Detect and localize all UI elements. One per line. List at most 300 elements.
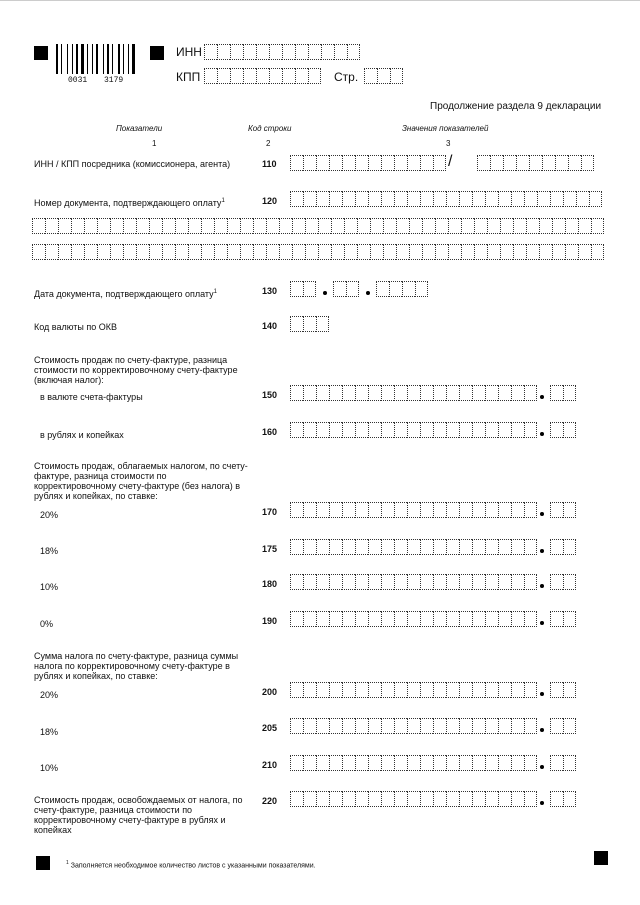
char-cell[interactable]: [342, 791, 355, 807]
char-cell[interactable]: [329, 611, 342, 627]
char-cell[interactable]: [524, 539, 537, 555]
char-cell[interactable]: [292, 244, 305, 260]
char-cell[interactable]: [290, 682, 303, 698]
row-205-amount-input[interactable]: [290, 718, 537, 734]
char-cell[interactable]: [355, 755, 368, 771]
char-cell[interactable]: [589, 191, 602, 207]
char-cell[interactable]: [578, 244, 591, 260]
char-cell[interactable]: [162, 244, 175, 260]
char-cell[interactable]: [329, 718, 342, 734]
char-cell[interactable]: [32, 218, 45, 234]
char-cell[interactable]: [472, 539, 485, 555]
char-cell[interactable]: [368, 155, 381, 171]
char-cell[interactable]: [329, 191, 342, 207]
char-cell[interactable]: [524, 611, 537, 627]
char-cell[interactable]: [368, 718, 381, 734]
char-cell[interactable]: [316, 755, 329, 771]
char-cell[interactable]: [136, 218, 149, 234]
char-cell[interactable]: [355, 611, 368, 627]
row-190-cents-input[interactable]: [550, 611, 576, 627]
char-cell[interactable]: [316, 611, 329, 627]
char-cell[interactable]: [303, 718, 316, 734]
char-cell[interactable]: [316, 422, 329, 438]
char-cell[interactable]: [342, 502, 355, 518]
char-cell[interactable]: [316, 502, 329, 518]
char-cell[interactable]: [550, 791, 563, 807]
char-cell[interactable]: [175, 218, 188, 234]
char-cell[interactable]: [433, 791, 446, 807]
char-cell[interactable]: [303, 191, 316, 207]
char-cell[interactable]: [97, 218, 110, 234]
char-cell[interactable]: [550, 718, 563, 734]
row-160-cents-input[interactable]: [550, 422, 576, 438]
char-cell[interactable]: [511, 191, 524, 207]
char-cell[interactable]: [485, 574, 498, 590]
char-cell[interactable]: [269, 44, 282, 60]
char-cell[interactable]: [329, 385, 342, 401]
char-cell[interactable]: [394, 682, 407, 698]
char-cell[interactable]: [303, 281, 316, 297]
char-cell[interactable]: [342, 682, 355, 698]
char-cell[interactable]: [420, 682, 433, 698]
char-cell[interactable]: [524, 574, 537, 590]
char-cell[interactable]: [394, 791, 407, 807]
char-cell[interactable]: [355, 191, 368, 207]
char-cell[interactable]: [472, 191, 485, 207]
char-cell[interactable]: [563, 574, 576, 590]
char-cell[interactable]: [290, 791, 303, 807]
char-cell[interactable]: [381, 191, 394, 207]
char-cell[interactable]: [303, 155, 316, 171]
char-cell[interactable]: [331, 244, 344, 260]
row-110-inn-input[interactable]: [290, 155, 446, 171]
char-cell[interactable]: [316, 539, 329, 555]
char-cell[interactable]: [459, 191, 472, 207]
char-cell[interactable]: [45, 218, 58, 234]
char-cell[interactable]: [485, 718, 498, 734]
char-cell[interactable]: [563, 791, 576, 807]
char-cell[interactable]: [498, 385, 511, 401]
char-cell[interactable]: [446, 502, 459, 518]
char-cell[interactable]: [446, 574, 459, 590]
char-cell[interactable]: [485, 791, 498, 807]
char-cell[interactable]: [389, 281, 402, 297]
char-cell[interactable]: [32, 244, 45, 260]
char-cell[interactable]: [355, 422, 368, 438]
char-cell[interactable]: [381, 574, 394, 590]
char-cell[interactable]: [290, 539, 303, 555]
char-cell[interactable]: [524, 385, 537, 401]
char-cell[interactable]: [407, 422, 420, 438]
char-cell[interactable]: [364, 68, 377, 84]
char-cell[interactable]: [303, 539, 316, 555]
char-cell[interactable]: [342, 155, 355, 171]
char-cell[interactable]: [472, 574, 485, 590]
char-cell[interactable]: [550, 502, 563, 518]
page-number-input[interactable]: [364, 68, 403, 84]
char-cell[interactable]: [201, 218, 214, 234]
char-cell[interactable]: [290, 422, 303, 438]
char-cell[interactable]: [394, 502, 407, 518]
char-cell[interactable]: [290, 755, 303, 771]
char-cell[interactable]: [409, 244, 422, 260]
char-cell[interactable]: [240, 244, 253, 260]
char-cell[interactable]: [407, 611, 420, 627]
char-cell[interactable]: [316, 791, 329, 807]
char-cell[interactable]: [563, 755, 576, 771]
char-cell[interactable]: [331, 218, 344, 234]
char-cell[interactable]: [342, 385, 355, 401]
char-cell[interactable]: [581, 155, 594, 171]
char-cell[interactable]: [394, 422, 407, 438]
char-cell[interactable]: [381, 611, 394, 627]
char-cell[interactable]: [290, 574, 303, 590]
char-cell[interactable]: [368, 385, 381, 401]
char-cell[interactable]: [433, 422, 446, 438]
char-cell[interactable]: [524, 755, 537, 771]
row-200-amount-input[interactable]: [290, 682, 537, 698]
char-cell[interactable]: [110, 218, 123, 234]
char-cell[interactable]: [448, 218, 461, 234]
char-cell[interactable]: [420, 755, 433, 771]
char-cell[interactable]: [329, 422, 342, 438]
row-120-input-line-2[interactable]: [32, 218, 604, 234]
char-cell[interactable]: [342, 422, 355, 438]
char-cell[interactable]: [303, 791, 316, 807]
char-cell[interactable]: [333, 281, 346, 297]
char-cell[interactable]: [422, 244, 435, 260]
char-cell[interactable]: [422, 218, 435, 234]
char-cell[interactable]: [355, 718, 368, 734]
char-cell[interactable]: [381, 155, 394, 171]
char-cell[interactable]: [376, 281, 389, 297]
char-cell[interactable]: [394, 191, 407, 207]
char-cell[interactable]: [420, 155, 433, 171]
char-cell[interactable]: [433, 574, 446, 590]
char-cell[interactable]: [266, 244, 279, 260]
char-cell[interactable]: [316, 682, 329, 698]
char-cell[interactable]: [498, 574, 511, 590]
char-cell[interactable]: [485, 191, 498, 207]
char-cell[interactable]: [524, 502, 537, 518]
char-cell[interactable]: [524, 191, 537, 207]
char-cell[interactable]: [446, 718, 459, 734]
char-cell[interactable]: [383, 244, 396, 260]
char-cell[interactable]: [485, 385, 498, 401]
char-cell[interactable]: [498, 755, 511, 771]
char-cell[interactable]: [526, 218, 539, 234]
char-cell[interactable]: [472, 611, 485, 627]
char-cell[interactable]: [303, 422, 316, 438]
char-cell[interactable]: [201, 244, 214, 260]
char-cell[interactable]: [188, 244, 201, 260]
char-cell[interactable]: [542, 155, 555, 171]
row-160-amount-input[interactable]: [290, 422, 537, 438]
char-cell[interactable]: [321, 44, 334, 60]
char-cell[interactable]: [253, 244, 266, 260]
char-cell[interactable]: [329, 755, 342, 771]
char-cell[interactable]: [446, 611, 459, 627]
char-cell[interactable]: [459, 574, 472, 590]
char-cell[interactable]: [214, 244, 227, 260]
char-cell[interactable]: [290, 281, 303, 297]
char-cell[interactable]: [524, 422, 537, 438]
char-cell[interactable]: [537, 191, 550, 207]
char-cell[interactable]: [377, 68, 390, 84]
char-cell[interactable]: [316, 316, 329, 332]
char-cell[interactable]: [498, 611, 511, 627]
row-130-day-input[interactable]: [290, 281, 316, 297]
char-cell[interactable]: [407, 791, 420, 807]
row-130-month-input[interactable]: [333, 281, 359, 297]
char-cell[interactable]: [563, 502, 576, 518]
char-cell[interactable]: [563, 191, 576, 207]
char-cell[interactable]: [394, 574, 407, 590]
char-cell[interactable]: [381, 755, 394, 771]
char-cell[interactable]: [71, 244, 84, 260]
char-cell[interactable]: [318, 244, 331, 260]
char-cell[interactable]: [420, 718, 433, 734]
char-cell[interactable]: [396, 218, 409, 234]
char-cell[interactable]: [433, 682, 446, 698]
char-cell[interactable]: [305, 218, 318, 234]
char-cell[interactable]: [217, 44, 230, 60]
row-170-cents-input[interactable]: [550, 502, 576, 518]
char-cell[interactable]: [149, 244, 162, 260]
row-120-input-line-1[interactable]: [290, 191, 602, 207]
char-cell[interactable]: [550, 422, 563, 438]
char-cell[interactable]: [485, 682, 498, 698]
char-cell[interactable]: [550, 755, 563, 771]
char-cell[interactable]: [292, 218, 305, 234]
char-cell[interactable]: [511, 422, 524, 438]
char-cell[interactable]: [383, 218, 396, 234]
char-cell[interactable]: [290, 155, 303, 171]
char-cell[interactable]: [381, 539, 394, 555]
char-cell[interactable]: [97, 244, 110, 260]
char-cell[interactable]: [472, 385, 485, 401]
char-cell[interactable]: [472, 682, 485, 698]
char-cell[interactable]: [459, 718, 472, 734]
char-cell[interactable]: [355, 682, 368, 698]
char-cell[interactable]: [459, 385, 472, 401]
char-cell[interactable]: [433, 755, 446, 771]
char-cell[interactable]: [498, 422, 511, 438]
char-cell[interactable]: [407, 574, 420, 590]
char-cell[interactable]: [316, 574, 329, 590]
char-cell[interactable]: [407, 385, 420, 401]
char-cell[interactable]: [123, 218, 136, 234]
char-cell[interactable]: [503, 155, 516, 171]
char-cell[interactable]: [513, 218, 526, 234]
char-cell[interactable]: [461, 244, 474, 260]
char-cell[interactable]: [217, 68, 230, 84]
row-205-cents-input[interactable]: [550, 718, 576, 734]
char-cell[interactable]: [420, 422, 433, 438]
char-cell[interactable]: [539, 218, 552, 234]
char-cell[interactable]: [498, 682, 511, 698]
char-cell[interactable]: [407, 718, 420, 734]
char-cell[interactable]: [407, 755, 420, 771]
char-cell[interactable]: [308, 44, 321, 60]
char-cell[interactable]: [368, 574, 381, 590]
char-cell[interactable]: [381, 385, 394, 401]
char-cell[interactable]: [563, 385, 576, 401]
char-cell[interactable]: [446, 791, 459, 807]
char-cell[interactable]: [485, 539, 498, 555]
row-175-amount-input[interactable]: [290, 539, 537, 555]
char-cell[interactable]: [290, 191, 303, 207]
char-cell[interactable]: [550, 682, 563, 698]
char-cell[interactable]: [256, 44, 269, 60]
row-140-currency-input[interactable]: [290, 316, 329, 332]
inn-input[interactable]: [204, 44, 360, 60]
char-cell[interactable]: [550, 611, 563, 627]
char-cell[interactable]: [303, 385, 316, 401]
char-cell[interactable]: [402, 281, 415, 297]
char-cell[interactable]: [282, 68, 295, 84]
char-cell[interactable]: [71, 218, 84, 234]
char-cell[interactable]: [407, 502, 420, 518]
char-cell[interactable]: [329, 539, 342, 555]
char-cell[interactable]: [498, 791, 511, 807]
char-cell[interactable]: [279, 244, 292, 260]
char-cell[interactable]: [459, 791, 472, 807]
row-210-amount-input[interactable]: [290, 755, 537, 771]
char-cell[interactable]: [303, 755, 316, 771]
row-220-amount-input[interactable]: [290, 791, 537, 807]
char-cell[interactable]: [513, 244, 526, 260]
char-cell[interactable]: [381, 422, 394, 438]
row-120-input-line-3[interactable]: [32, 244, 604, 260]
char-cell[interactable]: [110, 244, 123, 260]
char-cell[interactable]: [290, 502, 303, 518]
char-cell[interactable]: [511, 718, 524, 734]
char-cell[interactable]: [565, 244, 578, 260]
char-cell[interactable]: [394, 539, 407, 555]
char-cell[interactable]: [550, 574, 563, 590]
char-cell[interactable]: [435, 244, 448, 260]
char-cell[interactable]: [342, 718, 355, 734]
char-cell[interactable]: [576, 191, 589, 207]
char-cell[interactable]: [409, 218, 422, 234]
char-cell[interactable]: [347, 44, 360, 60]
char-cell[interactable]: [526, 244, 539, 260]
char-cell[interactable]: [279, 218, 292, 234]
char-cell[interactable]: [357, 218, 370, 234]
char-cell[interactable]: [227, 244, 240, 260]
char-cell[interactable]: [368, 791, 381, 807]
char-cell[interactable]: [316, 191, 329, 207]
row-180-amount-input[interactable]: [290, 574, 537, 590]
char-cell[interactable]: [355, 385, 368, 401]
char-cell[interactable]: [344, 218, 357, 234]
char-cell[interactable]: [420, 385, 433, 401]
char-cell[interactable]: [308, 68, 321, 84]
char-cell[interactable]: [329, 682, 342, 698]
char-cell[interactable]: [420, 539, 433, 555]
char-cell[interactable]: [498, 718, 511, 734]
char-cell[interactable]: [84, 244, 97, 260]
char-cell[interactable]: [446, 422, 459, 438]
char-cell[interactable]: [487, 218, 500, 234]
char-cell[interactable]: [433, 502, 446, 518]
char-cell[interactable]: [490, 155, 503, 171]
char-cell[interactable]: [433, 155, 446, 171]
char-cell[interactable]: [342, 611, 355, 627]
char-cell[interactable]: [524, 718, 537, 734]
char-cell[interactable]: [334, 44, 347, 60]
row-190-amount-input[interactable]: [290, 611, 537, 627]
char-cell[interactable]: [485, 502, 498, 518]
char-cell[interactable]: [511, 682, 524, 698]
char-cell[interactable]: [485, 611, 498, 627]
char-cell[interactable]: [344, 244, 357, 260]
char-cell[interactable]: [355, 791, 368, 807]
char-cell[interactable]: [511, 385, 524, 401]
char-cell[interactable]: [550, 385, 563, 401]
char-cell[interactable]: [459, 422, 472, 438]
char-cell[interactable]: [433, 385, 446, 401]
char-cell[interactable]: [485, 422, 498, 438]
char-cell[interactable]: [498, 539, 511, 555]
char-cell[interactable]: [282, 44, 295, 60]
char-cell[interactable]: [477, 155, 490, 171]
char-cell[interactable]: [342, 755, 355, 771]
char-cell[interactable]: [563, 718, 576, 734]
char-cell[interactable]: [305, 244, 318, 260]
char-cell[interactable]: [329, 502, 342, 518]
row-150-amount-input[interactable]: [290, 385, 537, 401]
char-cell[interactable]: [433, 718, 446, 734]
char-cell[interactable]: [433, 539, 446, 555]
char-cell[interactable]: [472, 791, 485, 807]
char-cell[interactable]: [568, 155, 581, 171]
char-cell[interactable]: [368, 502, 381, 518]
char-cell[interactable]: [394, 155, 407, 171]
char-cell[interactable]: [370, 218, 383, 234]
char-cell[interactable]: [591, 244, 604, 260]
char-cell[interactable]: [435, 218, 448, 234]
char-cell[interactable]: [511, 539, 524, 555]
char-cell[interactable]: [329, 791, 342, 807]
char-cell[interactable]: [524, 791, 537, 807]
char-cell[interactable]: [396, 244, 409, 260]
char-cell[interactable]: [368, 191, 381, 207]
char-cell[interactable]: [316, 385, 329, 401]
char-cell[interactable]: [433, 191, 446, 207]
char-cell[interactable]: [420, 611, 433, 627]
char-cell[interactable]: [357, 244, 370, 260]
char-cell[interactable]: [472, 422, 485, 438]
char-cell[interactable]: [295, 44, 308, 60]
row-175-cents-input[interactable]: [550, 539, 576, 555]
char-cell[interactable]: [149, 218, 162, 234]
char-cell[interactable]: [498, 191, 511, 207]
char-cell[interactable]: [433, 611, 446, 627]
char-cell[interactable]: [329, 155, 342, 171]
char-cell[interactable]: [420, 574, 433, 590]
char-cell[interactable]: [269, 68, 282, 84]
char-cell[interactable]: [303, 316, 316, 332]
char-cell[interactable]: [474, 244, 487, 260]
char-cell[interactable]: [381, 791, 394, 807]
char-cell[interactable]: [511, 791, 524, 807]
char-cell[interactable]: [162, 218, 175, 234]
char-cell[interactable]: [303, 682, 316, 698]
char-cell[interactable]: [500, 244, 513, 260]
char-cell[interactable]: [474, 218, 487, 234]
